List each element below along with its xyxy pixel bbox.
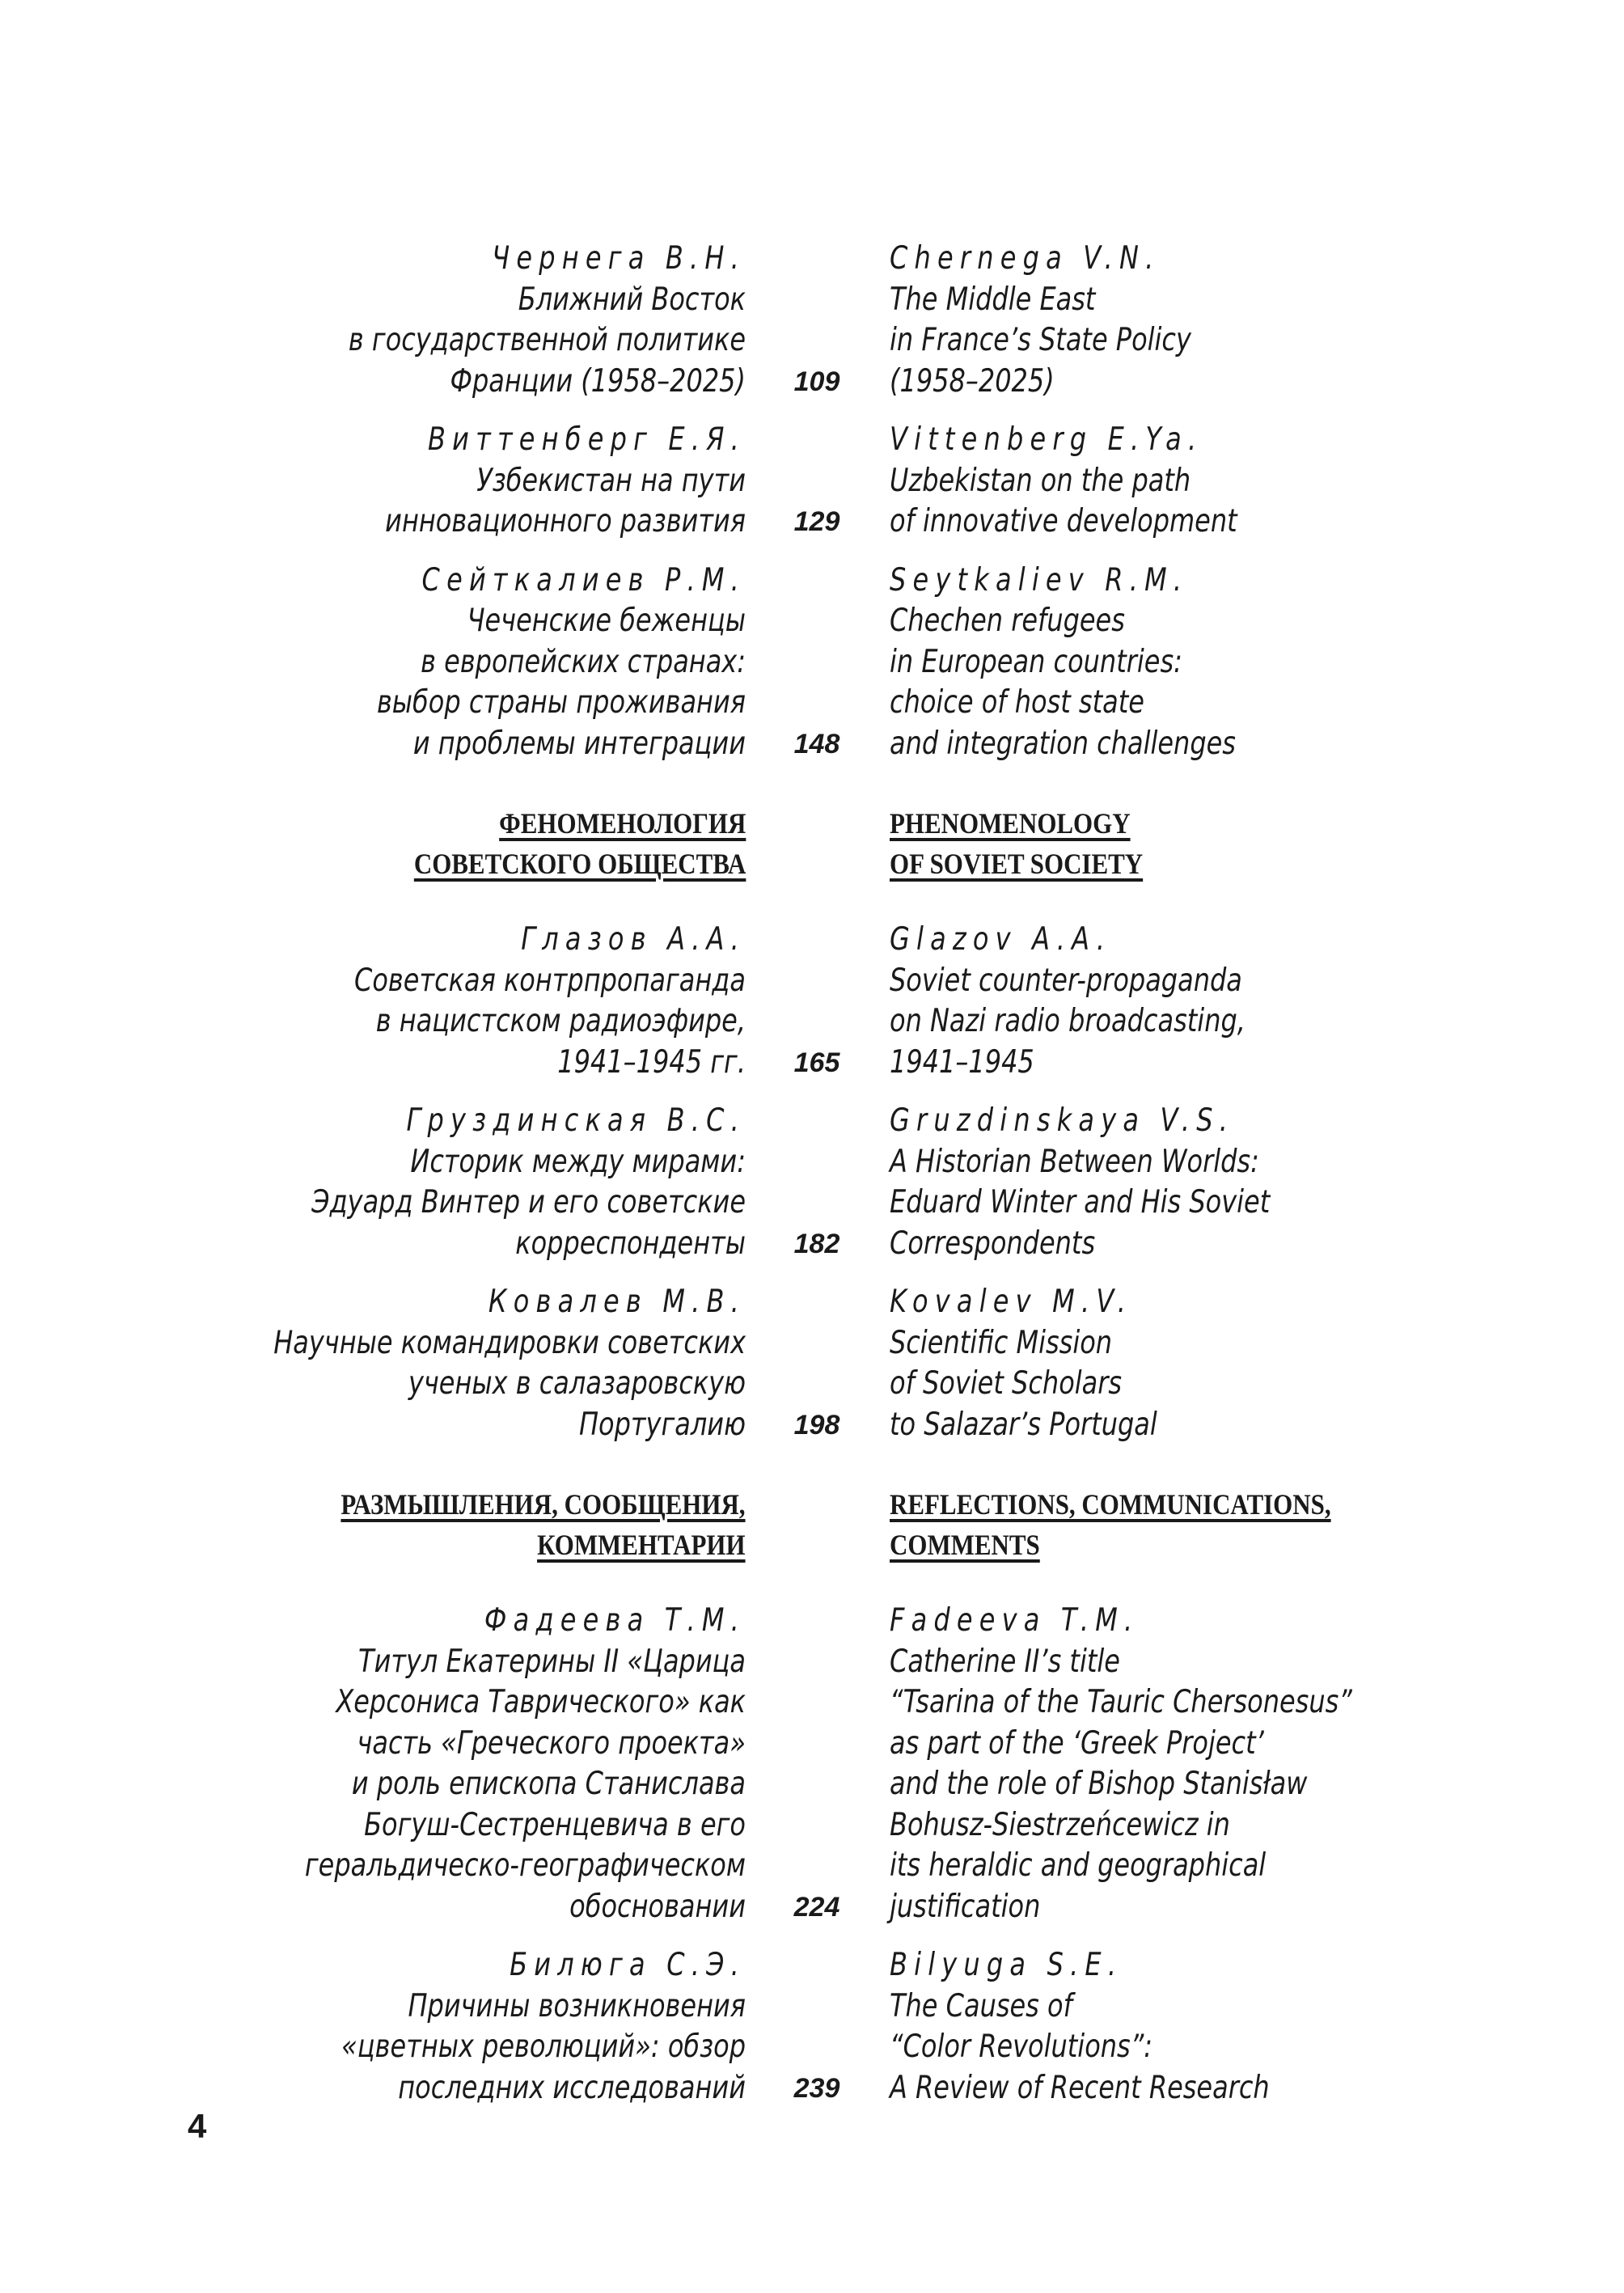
entry-ru: [134, 1601, 746, 1927]
title-en-line: Eduard Winter and His Soviet: [890, 1184, 1271, 1221]
entry-en: [890, 1282, 1157, 1445]
title-ru-line: в европейских странах:: [421, 643, 746, 680]
title-ru-line: Богуш-Сестренцевича в его: [364, 1806, 746, 1843]
author-en: Bilyuga S.E.: [890, 1947, 1123, 1983]
section-heading: [0, 1484, 1624, 1565]
section-heading-ru-line: ФЕНОМЕНОЛОГИЯ: [498, 807, 746, 840]
entry-page-number[interactable]: 109: [793, 366, 840, 397]
author-ru: Чернега В.Н.: [492, 240, 746, 277]
entry-en: [890, 561, 1236, 765]
section-heading-ru-line: РАЗМЫШЛЕНИЯ, СООБЩЕНИЯ,: [340, 1488, 746, 1521]
entry-en: [890, 1101, 1270, 1264]
author-en: Fadeeva T.M.: [890, 1602, 1140, 1639]
title-en-line: 1941–1945: [890, 1043, 1034, 1081]
entry-ru: [134, 561, 746, 765]
author-ru: Билюга С.Э.: [510, 1947, 746, 1983]
entry-ru: [134, 239, 746, 402]
entry-ru: [134, 1282, 746, 1445]
entry-page-number[interactable]: 224: [793, 1891, 840, 1923]
title-ru-line: Историк между мирами:: [410, 1143, 746, 1180]
toc-entry[interactable]: [0, 1945, 1624, 2109]
title-ru-line: Португалию: [578, 1406, 746, 1443]
title-ru-line: геральдическо-географическом: [304, 1847, 746, 1884]
title-ru-line: «цветных революций»: обзор: [341, 2029, 746, 2065]
entry-page-number[interactable]: 148: [793, 728, 840, 759]
entry-ru: [134, 920, 746, 1083]
entry-en: [890, 920, 1245, 1083]
section-heading-en-line: REFLECTIONS, COMMUNICATIONS,: [890, 1488, 1331, 1521]
title-en-line: Chechen refugees: [890, 603, 1125, 639]
entry-ru: [134, 420, 746, 543]
toc-entry[interactable]: [0, 920, 1624, 1083]
section-heading-en-line: PHENOMENOLOGY: [890, 807, 1131, 840]
section-heading-ru: [341, 1484, 746, 1565]
title-en-line: choice of host state: [890, 684, 1144, 721]
title-ru-line: Узбекистан на пути: [476, 462, 746, 499]
title-en-line: on Nazi radio broadcasting,: [890, 1003, 1245, 1039]
toc-entry[interactable]: [0, 420, 1624, 543]
title-en-line: Uzbekistan on the path: [890, 462, 1191, 499]
toc-entry[interactable]: [0, 1601, 1624, 1927]
section-heading-en: [890, 1484, 1331, 1565]
toc-entry[interactable]: [0, 561, 1624, 765]
entry-page-number[interactable]: 198: [793, 1409, 840, 1441]
title-ru-line: корреспонденты: [515, 1225, 746, 1262]
title-ru-line: Чеченские беженцы: [467, 603, 746, 639]
title-en-line: Scientific Mission: [890, 1324, 1113, 1361]
section-heading-ru-line: КОММЕНТАРИИ: [537, 1529, 746, 1561]
title-en-line: Bohusz-Siestrzeńcewicz in: [890, 1806, 1230, 1843]
title-en-line: Correspondents: [890, 1225, 1096, 1262]
title-en-line: justification: [890, 1888, 1041, 1925]
title-en-line: as part of the ‘Greek Project’: [890, 1724, 1264, 1762]
entry-page-number[interactable]: 182: [793, 1228, 840, 1259]
title-ru-line: и проблемы интеграции: [412, 725, 746, 762]
entry-page-number[interactable]: 129: [793, 506, 840, 537]
author-en: Kovalev M.V.: [890, 1284, 1133, 1320]
title-en-line: of Soviet Scholars: [890, 1365, 1123, 1402]
title-en-line: of innovative development: [890, 503, 1237, 539]
section-heading: [0, 803, 1624, 884]
title-en-line: and the role of Bishop Stanisław: [890, 1766, 1308, 1802]
page-number: 4: [188, 2107, 207, 2145]
title-en-line: The Causes of: [890, 1987, 1072, 2024]
title-ru-line: 1941–1945 гг.: [557, 1043, 746, 1081]
entry-ru: [134, 1101, 746, 1264]
author-ru: Виттенберг Е.Я.: [428, 421, 746, 458]
author-en: Seytkaliev R.M.: [890, 561, 1189, 599]
title-ru-line: выбор страны проживания: [376, 684, 746, 721]
section-heading-en-line: COMMENTS: [890, 1529, 1040, 1561]
title-en-line: “Tsarina of the Tauric Chersonesus”: [890, 1684, 1352, 1720]
section-heading-en-line: OF SOVIET SOCIETY: [890, 848, 1144, 880]
title-en-line: in France’s State Policy: [890, 322, 1191, 358]
title-en-line: in European countries:: [890, 643, 1182, 680]
author-en: Vittenberg E.Ya.: [890, 421, 1203, 458]
author-ru: Сейткалиев Р.М.: [421, 561, 746, 599]
title-ru-line: ученых в салазаровскую: [408, 1365, 746, 1402]
toc-entry[interactable]: [0, 1282, 1624, 1445]
author-en: Chernega V.N.: [890, 240, 1161, 277]
entry-en: [890, 420, 1237, 543]
section-heading-ru: [413, 803, 746, 884]
title-ru-line: Херсониса Таврического» как: [336, 1684, 746, 1720]
toc-entry[interactable]: [0, 239, 1624, 402]
title-ru-line: и роль епископа Станислава: [351, 1766, 746, 1802]
section-heading-en: [890, 803, 1143, 884]
title-ru-line: Причины возникновения: [408, 1987, 746, 2024]
title-ru-line: Советская контрпропаганда: [354, 962, 746, 999]
section-heading-ru-line: СОВЕТСКОГО ОБЩЕСТВА: [413, 848, 746, 880]
title-en-line: A Review of Recent Research: [890, 2069, 1270, 2106]
author-en: Gruzdinskaya V.S.: [890, 1102, 1235, 1139]
entry-page-number[interactable]: 165: [793, 1047, 840, 1078]
title-en-line: and integration challenges: [890, 725, 1236, 762]
title-en-line: Soviet counter-propaganda: [890, 962, 1242, 999]
title-en-line: (1958–2025): [890, 362, 1055, 400]
table-of-contents: [0, 239, 1624, 2126]
entry-ru: [134, 1945, 746, 2109]
title-ru-line: в нацистском радиоэфире,: [375, 1003, 746, 1039]
title-en-line: to Salazar’s Portugal: [890, 1406, 1157, 1443]
title-ru-line: Научные командировки советских: [273, 1324, 746, 1361]
title-ru-line: последних исследований: [398, 2069, 746, 2106]
entry-en: [890, 239, 1191, 402]
title-ru-line: часть «Греческого проекта»: [357, 1724, 746, 1762]
title-en-line: The Middle East: [890, 281, 1096, 318]
title-ru-line: Ближний Восток: [518, 281, 746, 318]
author-ru: Груздинская В.С.: [406, 1102, 746, 1139]
title-en-line: “Color Revolutions”:: [890, 2029, 1153, 2065]
title-ru-line: Эдуард Винтер и его советские: [311, 1184, 746, 1221]
author-en: Glazov A.A.: [890, 921, 1112, 958]
toc-entry[interactable]: [0, 1101, 1624, 1264]
title-ru-line: обосновании: [569, 1888, 746, 1925]
author-ru: Ковалев М.В.: [488, 1284, 746, 1320]
title-en-line: its heraldic and geographical: [890, 1847, 1267, 1884]
title-ru-line: инновационного развития: [385, 503, 746, 539]
author-ru: Глазов А.А.: [521, 921, 746, 958]
entry-page-number[interactable]: 239: [793, 2072, 840, 2104]
title-ru-line: Титул Екатерины II «Царица: [358, 1643, 746, 1680]
title-ru-line: в государственной политике: [348, 322, 746, 358]
entry-en: [890, 1601, 1352, 1927]
title-en-line: Catherine II’s title: [890, 1643, 1120, 1680]
entry-en: [890, 1945, 1270, 2109]
title-ru-line: Франции (1958–2025): [450, 362, 746, 400]
title-en-line: A Historian Between Worlds:: [890, 1143, 1259, 1180]
author-ru: Фадеева Т.М.: [484, 1602, 746, 1639]
